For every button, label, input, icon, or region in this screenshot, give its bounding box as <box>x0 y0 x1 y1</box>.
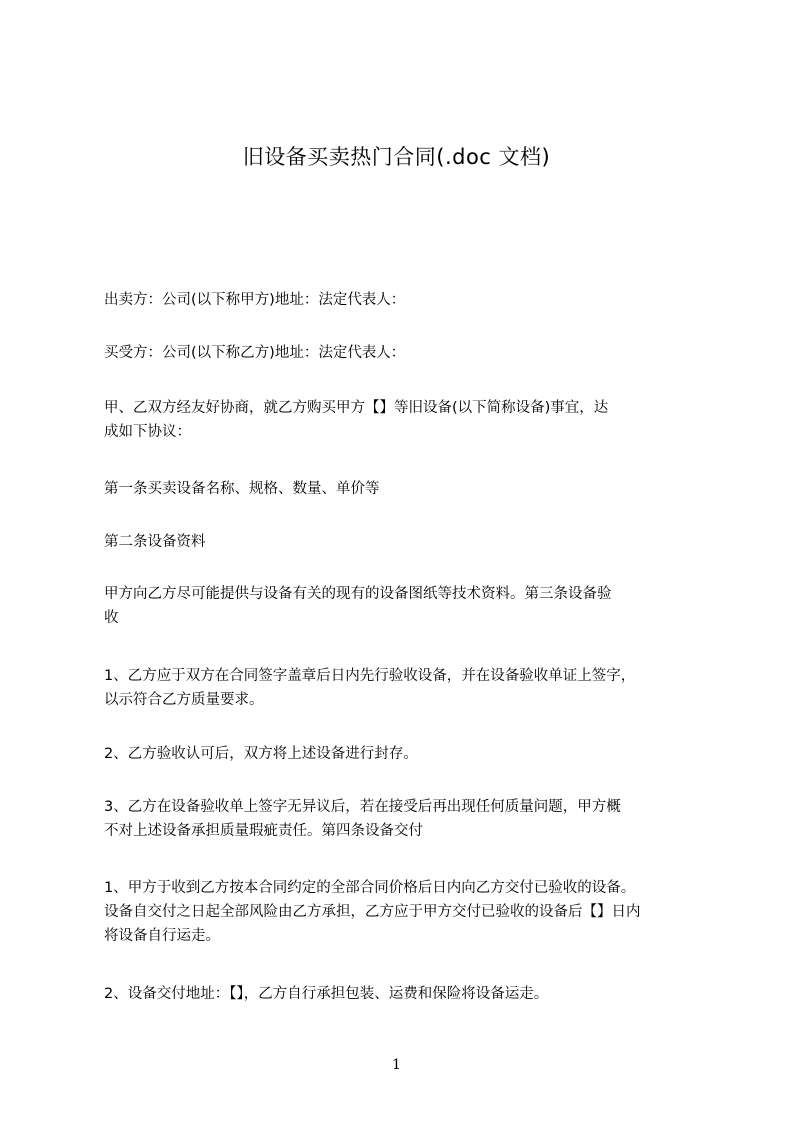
paragraph-line: 第一条买卖设备名称、规格、数量、单价等 <box>104 481 380 497</box>
paragraph-line: 以示符合乙方质量要求。 <box>104 692 264 708</box>
paragraph-line: 1、甲方于收到乙方按本合同约定的全部合同价格后日内向乙方交付已验收的设备。 <box>104 880 636 896</box>
paragraph-acceptance-3 <box>104 795 724 843</box>
paragraph-technical-docs <box>104 582 724 630</box>
paragraph-line: 第二条设备资料 <box>104 534 206 550</box>
paragraph-line: 3、乙方在设备验收单上签字无异议后，若在接受后再出现任何质量问题，甲方概 <box>104 799 621 815</box>
article-2-heading <box>104 530 724 554</box>
paragraph-line: 收 <box>104 610 119 626</box>
document-title: 旧设备买卖热门合同(.doc 文档) <box>242 145 551 169</box>
paragraph-line: 不对上述设备承担质量瑕疵责任。第四条设备交付 <box>104 823 423 839</box>
paragraph-seller <box>104 288 724 312</box>
paragraph-line: 2、设备交付地址：【】，乙方自行承担包装、运费和保险将设备运走。 <box>104 986 549 1002</box>
paragraph-line: 出卖方：公司(以下称甲方)地址：法定代表人： <box>104 292 406 308</box>
paragraph-delivery-2 <box>104 982 724 1006</box>
paragraph-line: 甲方向乙方尽可能提供与设备有关的现有的设备图纸等技术资料。第三条设备验 <box>104 586 612 602</box>
paragraph-line: 设备自交付之日起全部风险由乙方承担，乙方应于甲方交付已验收的设备后【】日内 <box>104 904 641 920</box>
paragraph-acceptance-2 <box>104 742 724 766</box>
paragraph-line: 成如下协议： <box>104 424 191 440</box>
article-1-heading <box>104 477 724 501</box>
paragraph-delivery-1 <box>104 876 724 948</box>
paragraph-line: 1、乙方应于双方在合同签字盖章后日内先行验收设备，并在设备验收单证上签字， <box>104 668 636 684</box>
paragraph-line: 买受方：公司(以下称乙方)地址：法定代表人： <box>104 345 406 361</box>
paragraph-line: 2、乙方验收认可后，双方将上述设备进行封存。 <box>104 746 418 762</box>
paragraph-acceptance-1 <box>104 664 724 712</box>
page-number: 1 <box>392 1057 401 1073</box>
paragraph-line: 将设备自行运走。 <box>104 928 220 944</box>
paragraph-line: 甲、乙双方经友好协商，就乙方购买甲方【】等旧设备(以下简称设备)事宜，达 <box>104 400 609 416</box>
paragraph-buyer <box>104 341 724 365</box>
paragraph-preamble <box>104 396 724 444</box>
